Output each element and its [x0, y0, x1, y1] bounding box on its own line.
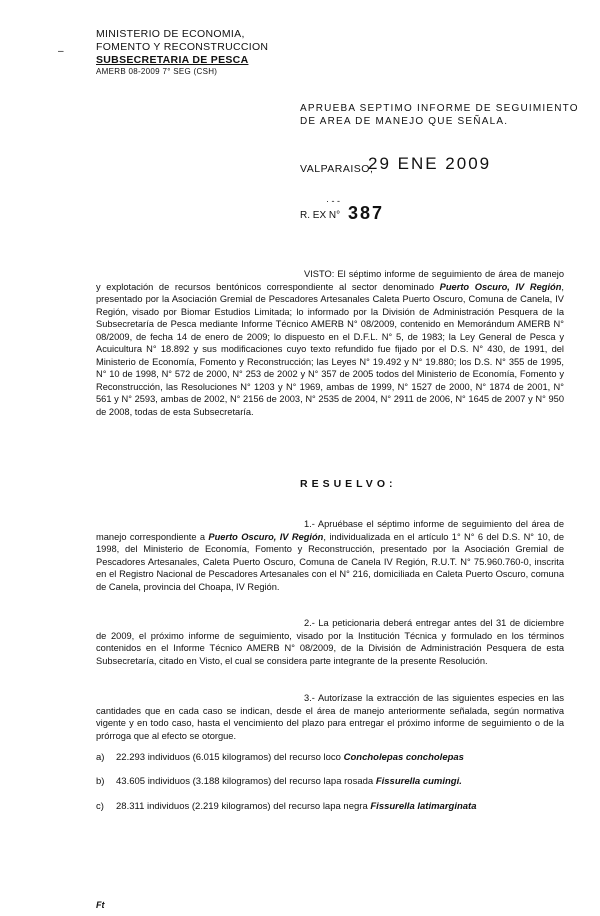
document-subject	[300, 102, 579, 128]
resolution-number: 387	[348, 203, 385, 223]
subject-line-2: DE AREA DE MANEJO QUE SEÑALA.	[300, 116, 509, 127]
stamp-dots: · - -	[326, 196, 340, 206]
date-stamp: 29 ENE 2009	[368, 154, 492, 173]
article-2: 2.- La peticionaria deberá entregar antes del 31 de diciembre de 2009, el próximo informe de seguimiento, visado por la Institución Técnica y formulado en los términos contenidos en el Informe Técnico AMERB N° 08/2009, de la División de Administración Pesquera de esta Subsecretaría, citado en Visto, el cual se considera parte integrante de la presente Resolución.	[96, 618, 564, 666]
item-label: b)	[96, 776, 105, 787]
visto-paragraph	[96, 268, 564, 418]
species-name: Concholepas concholepas	[343, 752, 464, 763]
ministry-header	[96, 28, 268, 77]
resolution-label: R. EX N°	[300, 210, 341, 221]
item-text: 22.293 individuos (6.015 kilogramos) del recurso loco	[116, 752, 344, 763]
article-1-place: Puerto Oscuro, IV Región	[208, 531, 324, 542]
list-item	[96, 801, 564, 813]
ministry-line-2: FOMENTO Y RECONSTRUCCION	[96, 41, 269, 53]
city-label: VALPARAISO,	[300, 163, 374, 175]
item-text: 28.311 individuos (2.219 kilogramos) del recurso lapa negra	[116, 801, 371, 812]
subsecretaria-line: SUBSECRETARIA DE PESCA	[96, 54, 249, 66]
list-item	[96, 752, 564, 764]
item-label: c)	[96, 801, 104, 812]
visto-text-2: , presentado por la Asociación Gremial de Pescadores Artesanales Caleta Puerto Oscuro, Comuna de Canela, IV Región, visado por Biomar Estudios Limitada; lo informado por la División de Administración Pesquera de la Subsecretaría de Pesca mediante Informe Técnico AMERB N° 08/2009, contenido en Memorándum AMERB N° 08/2009, de fecha 14 de enero de 2009; lo dispuesto en el D.F.L. N° 5, de 1983; la Ley General de Pesca y Acuicultura N° 18.892 y sus modificaciones cuyo texto refundido fue fijado por el D.S. N° 430, de 1991, del Ministerio de Economía, Fomento y Reconstrucción; las Leyes N° 19.492 y N° 19.880; los D.S. N° 355 de 1995, N° 10 de 1998, N° 572 de 2000, N° 253 de 2002 y N° 357 de 2005 todos del Ministerio de Economía, Fomento y Reconstrucción, las Resoluciones N° 1203 y N° 1969, ambas de 1999, N° 1527 de 2000, N° 1874 de 2001, N° 561 y N° 2593, ambas de 2002, N° 2156 de 2003, N° 2535 de 2004, N° 2911 de 2006, N° 1645 de 2007 y N° 950 de 2008, todas de esta Subsecretaría.	[96, 281, 564, 417]
ministry-line-1: MINISTERIO DE ECONOMIA,	[96, 28, 245, 40]
article-1-text-1: 1.- Apruébase el séptimo informe de seguimiento del área de manejo correspondiente a	[96, 519, 564, 542]
article-1-text-2: , individualizada en el artículo 1° N° 6 del D.S. N° 10, de 1998, del Ministerio de Economía, Fomento y Reconstrucción, presentado por la Asociación Gremial de Pescadores Artesanales, Caleta Puerto Oscuro, Comuna de Canela IV Región, R.U.T. N° 75.960.760-0, inscrita en el Registro Nacional de Pescadores Artesanales con el N° 216, domiciliada en Caleta Puerto Oscuro, comuna de Canela, provincia del Choapa, IV Región.	[96, 531, 564, 592]
list-item	[96, 776, 564, 788]
subject-line-1: APRUEBA SEPTIMO INFORME DE SEGUIMIENTO	[300, 103, 579, 114]
resuelvo-heading: RESUELVO:	[300, 478, 397, 490]
visto-place: Puerto Oscuro, IV Región	[439, 281, 562, 292]
item-label: a)	[96, 752, 105, 763]
article-1	[96, 518, 564, 593]
species-name: Fissurella latimarginata	[370, 801, 477, 812]
bottom-fragment: Ft	[96, 900, 105, 910]
article-3: 3.- Autorízase la extracción de las siguientes especies en las cantidades que en cada caso se indican, desde el área de manejo anteriormente señalada, según normativa vigente y en todo caso, hasta el vencimiento del plazo para entregar el próximo informe de seguimiento o de la prórroga que al efecto se otorgue.	[96, 693, 564, 741]
margin-mark: –	[58, 46, 64, 57]
species-name: Fissurella cumingi.	[375, 776, 462, 787]
file-reference: AMERB 08-2009 7° SEG (CSH)	[96, 67, 218, 76]
visto-text-1: VISTO: El séptimo informe de seguimiento de área de manejo y explotación de recursos bentónicos correspondiente al sector denominado	[96, 269, 564, 292]
item-text: 43.605 individuos (3.188 kilogramos) del recurso lapa rosada	[116, 776, 376, 787]
